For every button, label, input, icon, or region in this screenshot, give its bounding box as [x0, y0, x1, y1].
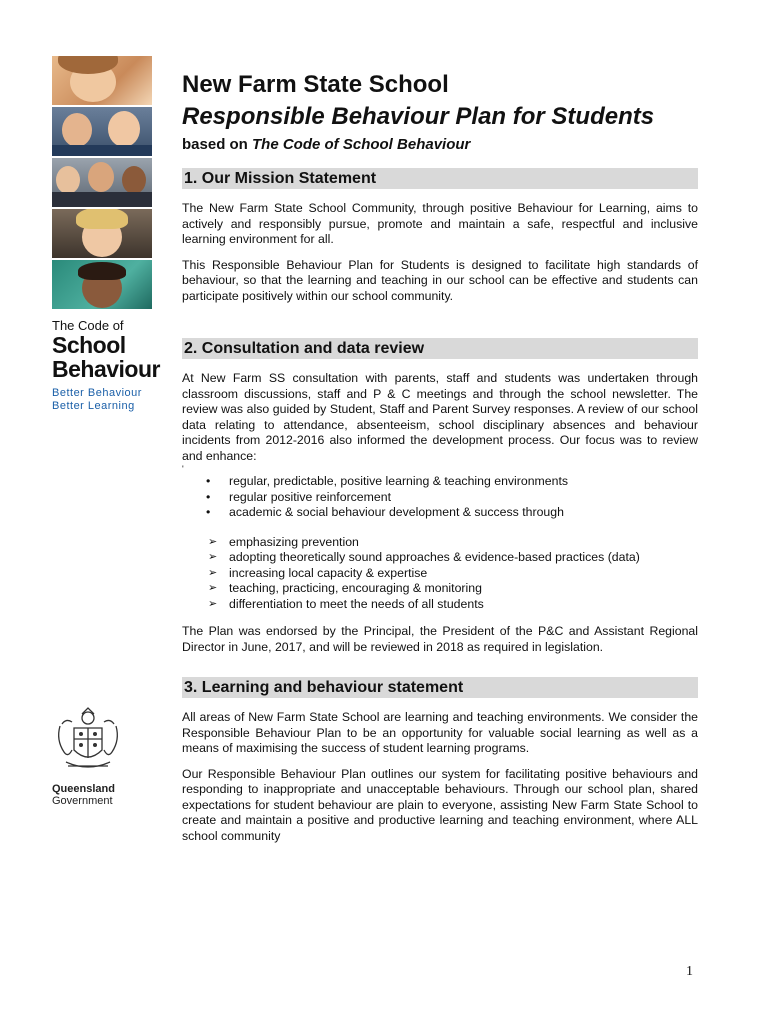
based-on-line [182, 136, 698, 154]
student-photo-4 [52, 209, 152, 258]
list-item: ➢ adopting theoretically sound approaches & evidence-based practices (data) [208, 550, 640, 564]
based-on-prefix: based on [182, 136, 253, 153]
logo-line-1: The Code of [52, 318, 124, 333]
bullet-icon: • [206, 489, 211, 504]
logo-line-2: School [52, 332, 126, 358]
learning-paragraph-1: All areas of New Farm State School are learning and teaching environments. We consider the Responsible Behaviour Plan to be an opportunity for valuable social learning as well as a means of maximising the success of student learning programs. [182, 710, 698, 755]
queensland-label: Queensland [52, 783, 115, 795]
section-2-heading: 2. Consultation and data review [182, 338, 698, 359]
student-photo-5 [52, 260, 152, 309]
document-body [182, 70, 698, 844]
student-photo-1 [52, 56, 152, 105]
consultation-paragraph: At New Farm SS consultation with parents, staff and students was undertaken through classroom discussions, staff and P & C meetings and through the school newsletter. The review was also guided by Student, Staff and Parent Survey responses. A review of our school data relating to attendance, absenteeism, school disciplinary absences and behaviour incidents from 2012-2016 also informed the development process. Our focus was to review and enhance: [182, 371, 698, 463]
sidebar [52, 56, 160, 413]
approach-arrow-list [182, 535, 698, 613]
arrow-bullet-icon: ➢ [208, 535, 218, 548]
section-3-heading: 3. Learning and behaviour statement [182, 677, 698, 698]
plan-title: Responsible Behaviour Plan for Students [182, 103, 655, 130]
list-item: ➢ differentiation to meet the needs of all students [208, 596, 484, 611]
arrow-bullet-icon: ➢ [208, 597, 218, 610]
mission-paragraph-2: This Responsible Behaviour Plan for Students is designed to facilitate high standards of behaviour, so that the learning and teaching in our school can be effective and students can participate positively within our school community. [182, 257, 698, 303]
arrow-bullet-icon: ➢ [208, 582, 218, 594]
based-on-code: The Code of School Behaviour [252, 136, 471, 153]
arrow-bullet-icon: ➢ [208, 566, 218, 579]
logo-line-3: Behaviour [52, 356, 160, 382]
list-item: ➢ teaching, practicing, encouraging & monitoring [208, 581, 482, 595]
coat-of-arms-icon [52, 706, 124, 776]
bullet-icon: • [206, 474, 211, 488]
bullet-icon: • [206, 505, 211, 519]
list-item: ➢ increasing local capacity & expertise [208, 565, 428, 580]
list-item: • academic & social behaviour development & success through [206, 505, 564, 519]
list-item: ➢ emphasizing prevention [208, 534, 359, 549]
section-1-heading: 1. Our Mission Statement [182, 168, 698, 189]
arrow-bullet-icon: ➢ [208, 551, 218, 563]
stray-mark: ' [182, 464, 184, 474]
queensland-government-logo [52, 706, 132, 807]
student-photo-3 [52, 158, 152, 207]
code-of-school-behaviour-logo [52, 318, 160, 413]
focus-bullet-list [182, 474, 698, 521]
school-name: New Farm State School [182, 71, 449, 98]
page-number: 1 [686, 964, 693, 979]
list-item: • regular, predictable, positive learning & teaching environments [206, 474, 569, 488]
learning-paragraph-2: Our Responsible Behaviour Plan outlines our system for facilitating positive behaviours and responding to inappropriate and unacceptable behaviours. Through our school plan, shared expectations for student behaviour are plain to everyone, assisting New Farm State School to create and maintain a positive and productive learning and teaching environment, where ALL school community [182, 766, 698, 843]
list-item: • regular positive reinforcement [206, 489, 391, 504]
student-photo-2 [52, 107, 152, 156]
logo-tagline-2: Better Learning [52, 400, 135, 412]
mission-paragraph-1: The New Farm State School Community, through positive Behaviour for Learning, aims to actively and responsibly pursue, promote and maintain a safe, respectful and inclusive learning environment for all. [182, 201, 698, 246]
endorsement-paragraph: The Plan was endorsed by the Principal, the President of the P&C and Assistant Regional Director in June, 2017, and will be reviewed in 2018 as required in legislation. [182, 624, 698, 654]
government-label: Government [52, 795, 113, 807]
logo-tagline-1: Better Behaviour [52, 387, 142, 399]
